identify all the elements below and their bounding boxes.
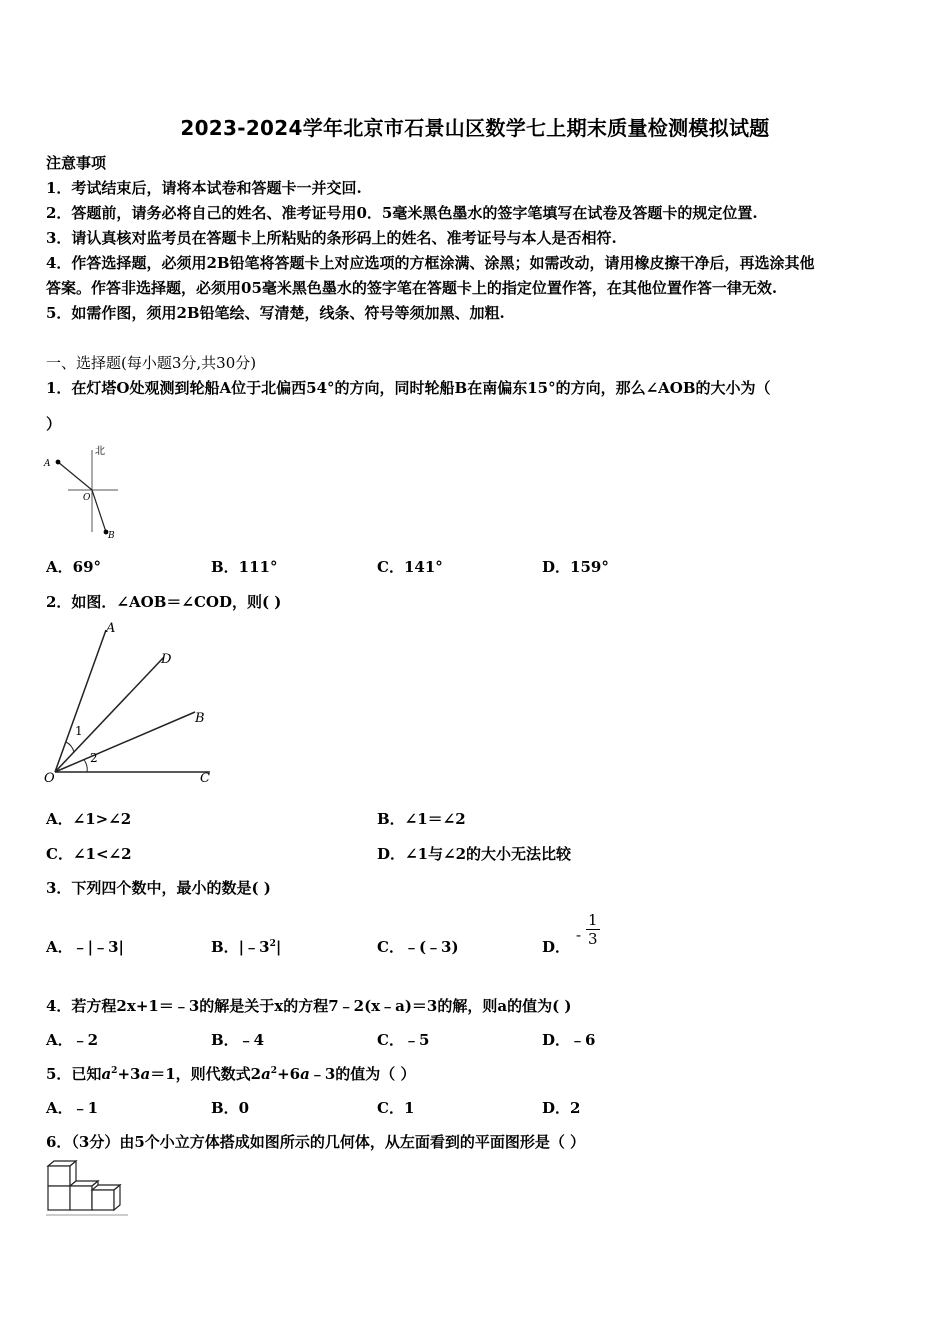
q5-exp: 2 [111, 1066, 118, 1076]
q3-option-d[interactable]: D． [542, 938, 571, 956]
q3-option-b-end: | [275, 938, 282, 956]
notice-item-2: 2．答题前，请务必将自己的姓名、准考证号用0．5毫米黑色墨水的签字笔填写在试卷及答题卡的规定位置. [46, 204, 758, 222]
ray-oa [55, 630, 106, 772]
q5-text [46, 1063, 415, 1084]
q5-part: ﹣3的值为（ ） [309, 1065, 416, 1083]
q5-part: +6 [277, 1065, 301, 1083]
q3-option-b-base: B．|﹣3 [211, 938, 270, 956]
label-b: B [108, 531, 115, 541]
q5-option-d[interactable]: D．2 [542, 1099, 581, 1117]
q2-text: 2．如图．∠AOB＝∠COD，则( ) [46, 593, 282, 611]
ray-ob [92, 490, 106, 532]
q2-option-b[interactable]: B．∠1＝∠2 [377, 810, 466, 828]
q5-option-c[interactable]: C．1 [377, 1099, 415, 1117]
q3-option-b-exponent: 2 [269, 939, 276, 949]
exam-title: 2023-2024学年北京市石景山区数学七上期末质量检测模拟试题 [180, 116, 770, 140]
q3-option-a[interactable]: A．﹣|﹣3| [46, 938, 124, 956]
q3-option-c[interactable]: C．﹣(﹣3) [377, 938, 459, 956]
q3-option-d-fraction [586, 911, 600, 948]
q5-var: a [101, 1065, 112, 1083]
q1-option-a[interactable]: A．69° [46, 558, 102, 576]
label-a: A [106, 621, 116, 636]
point-a [56, 460, 61, 465]
q1-option-c[interactable]: C．141° [377, 558, 443, 576]
notice-item-5: 5．如需作图，须用2B铅笔绘、写清楚，线条、符号等须加黑、加粗. [46, 304, 505, 322]
label-angle-1: 1 [75, 724, 83, 738]
label-o: O [83, 493, 91, 503]
q5-part: +3 [117, 1065, 141, 1083]
q2-option-c[interactable]: C．∠1<∠2 [46, 845, 132, 863]
q5-option-a[interactable]: A．﹣1 [46, 1099, 99, 1117]
notice-heading: 注意事项 [46, 154, 107, 172]
q3-option-d-sign: - [576, 926, 582, 944]
q5-exp: 2 [270, 1066, 278, 1076]
section-heading: 一、选择题(每小题3分,共30分) [46, 354, 257, 372]
q2-option-a[interactable]: A．∠1>∠2 [46, 810, 132, 828]
q5-part: ＝1，则代数式2 [150, 1065, 262, 1083]
q1-option-b[interactable]: B．111° [211, 558, 278, 576]
ray-ob [55, 712, 195, 772]
label-a: A [44, 459, 51, 469]
notice-item-4-cont: 答案。作答非选择题，必须用05毫米黑色墨水的签字笔在答题卡上的指定位置作答，在其他位置作答一律无效. [46, 279, 778, 297]
q1-text-end: ） [46, 415, 62, 433]
q4-text: 4．若方程2x+1＝﹣3的解是关于x的方程7﹣2(x﹣a)＝3的解，则a的值为( ) [46, 997, 572, 1015]
notice-item-1: 1．考试结束后，请将本试卷和答题卡一并交回. [46, 179, 362, 197]
angle-1-arc [66, 742, 74, 752]
label-o: O [44, 771, 55, 786]
ray-oa [58, 462, 92, 490]
label-c: C [200, 771, 210, 786]
q3-option-b[interactable] [211, 936, 281, 957]
label-d: D [161, 652, 172, 667]
q4-option-a[interactable]: A．﹣2 [46, 1031, 99, 1049]
q2-option-d[interactable]: D．∠1与∠2的大小无法比较 [377, 845, 572, 863]
label-b: B [195, 711, 205, 726]
q2-figure [40, 615, 220, 790]
notice-item-4: 4．作答选择题，必须用2B铅笔将答题卡上对应选项的方框涂满、涂黑；如需改动，请用橡皮擦干净后，再选涂其他 [46, 254, 815, 272]
q6-cube-figure [44, 1160, 130, 1218]
angle-2-arc [84, 760, 87, 772]
q5-var: a [140, 1065, 151, 1083]
label-angle-2: 2 [90, 751, 98, 765]
q1-option-d[interactable]: D．159° [542, 558, 609, 576]
q5-var: a [261, 1065, 271, 1083]
label-north: 北 [95, 446, 105, 457]
q3-text: 3．下列四个数中，最小的数是( ) [46, 879, 271, 897]
q5-part: 5．已知 [46, 1065, 102, 1083]
ray-od [55, 657, 164, 772]
q4-option-c[interactable]: C．﹣5 [377, 1031, 430, 1049]
q1-text: 1．在灯塔O处观测到轮船A位于北偏西54°的方向，同时轮船B在南偏东15°的方向，那么∠AOB的大小为（ [46, 379, 771, 397]
fraction-numerator: 1 [588, 911, 598, 929]
q5-var: a [300, 1065, 310, 1083]
q4-option-d[interactable]: D．﹣6 [542, 1031, 596, 1049]
notice-item-3: 3．请认真核对监考员在答题卡上所粘贴的条形码上的姓名、准考证号与本人是否相符. [46, 229, 617, 247]
q5-option-b[interactable]: B．0 [211, 1099, 250, 1117]
q1-figure [40, 440, 130, 540]
fraction-denominator: 3 [588, 930, 598, 948]
q6-text: 6．（3分）由5个小立方体搭成如图所示的几何体，从左面看到的平面图形是（ ） [46, 1133, 586, 1151]
q4-option-b[interactable]: B．﹣4 [211, 1031, 265, 1049]
